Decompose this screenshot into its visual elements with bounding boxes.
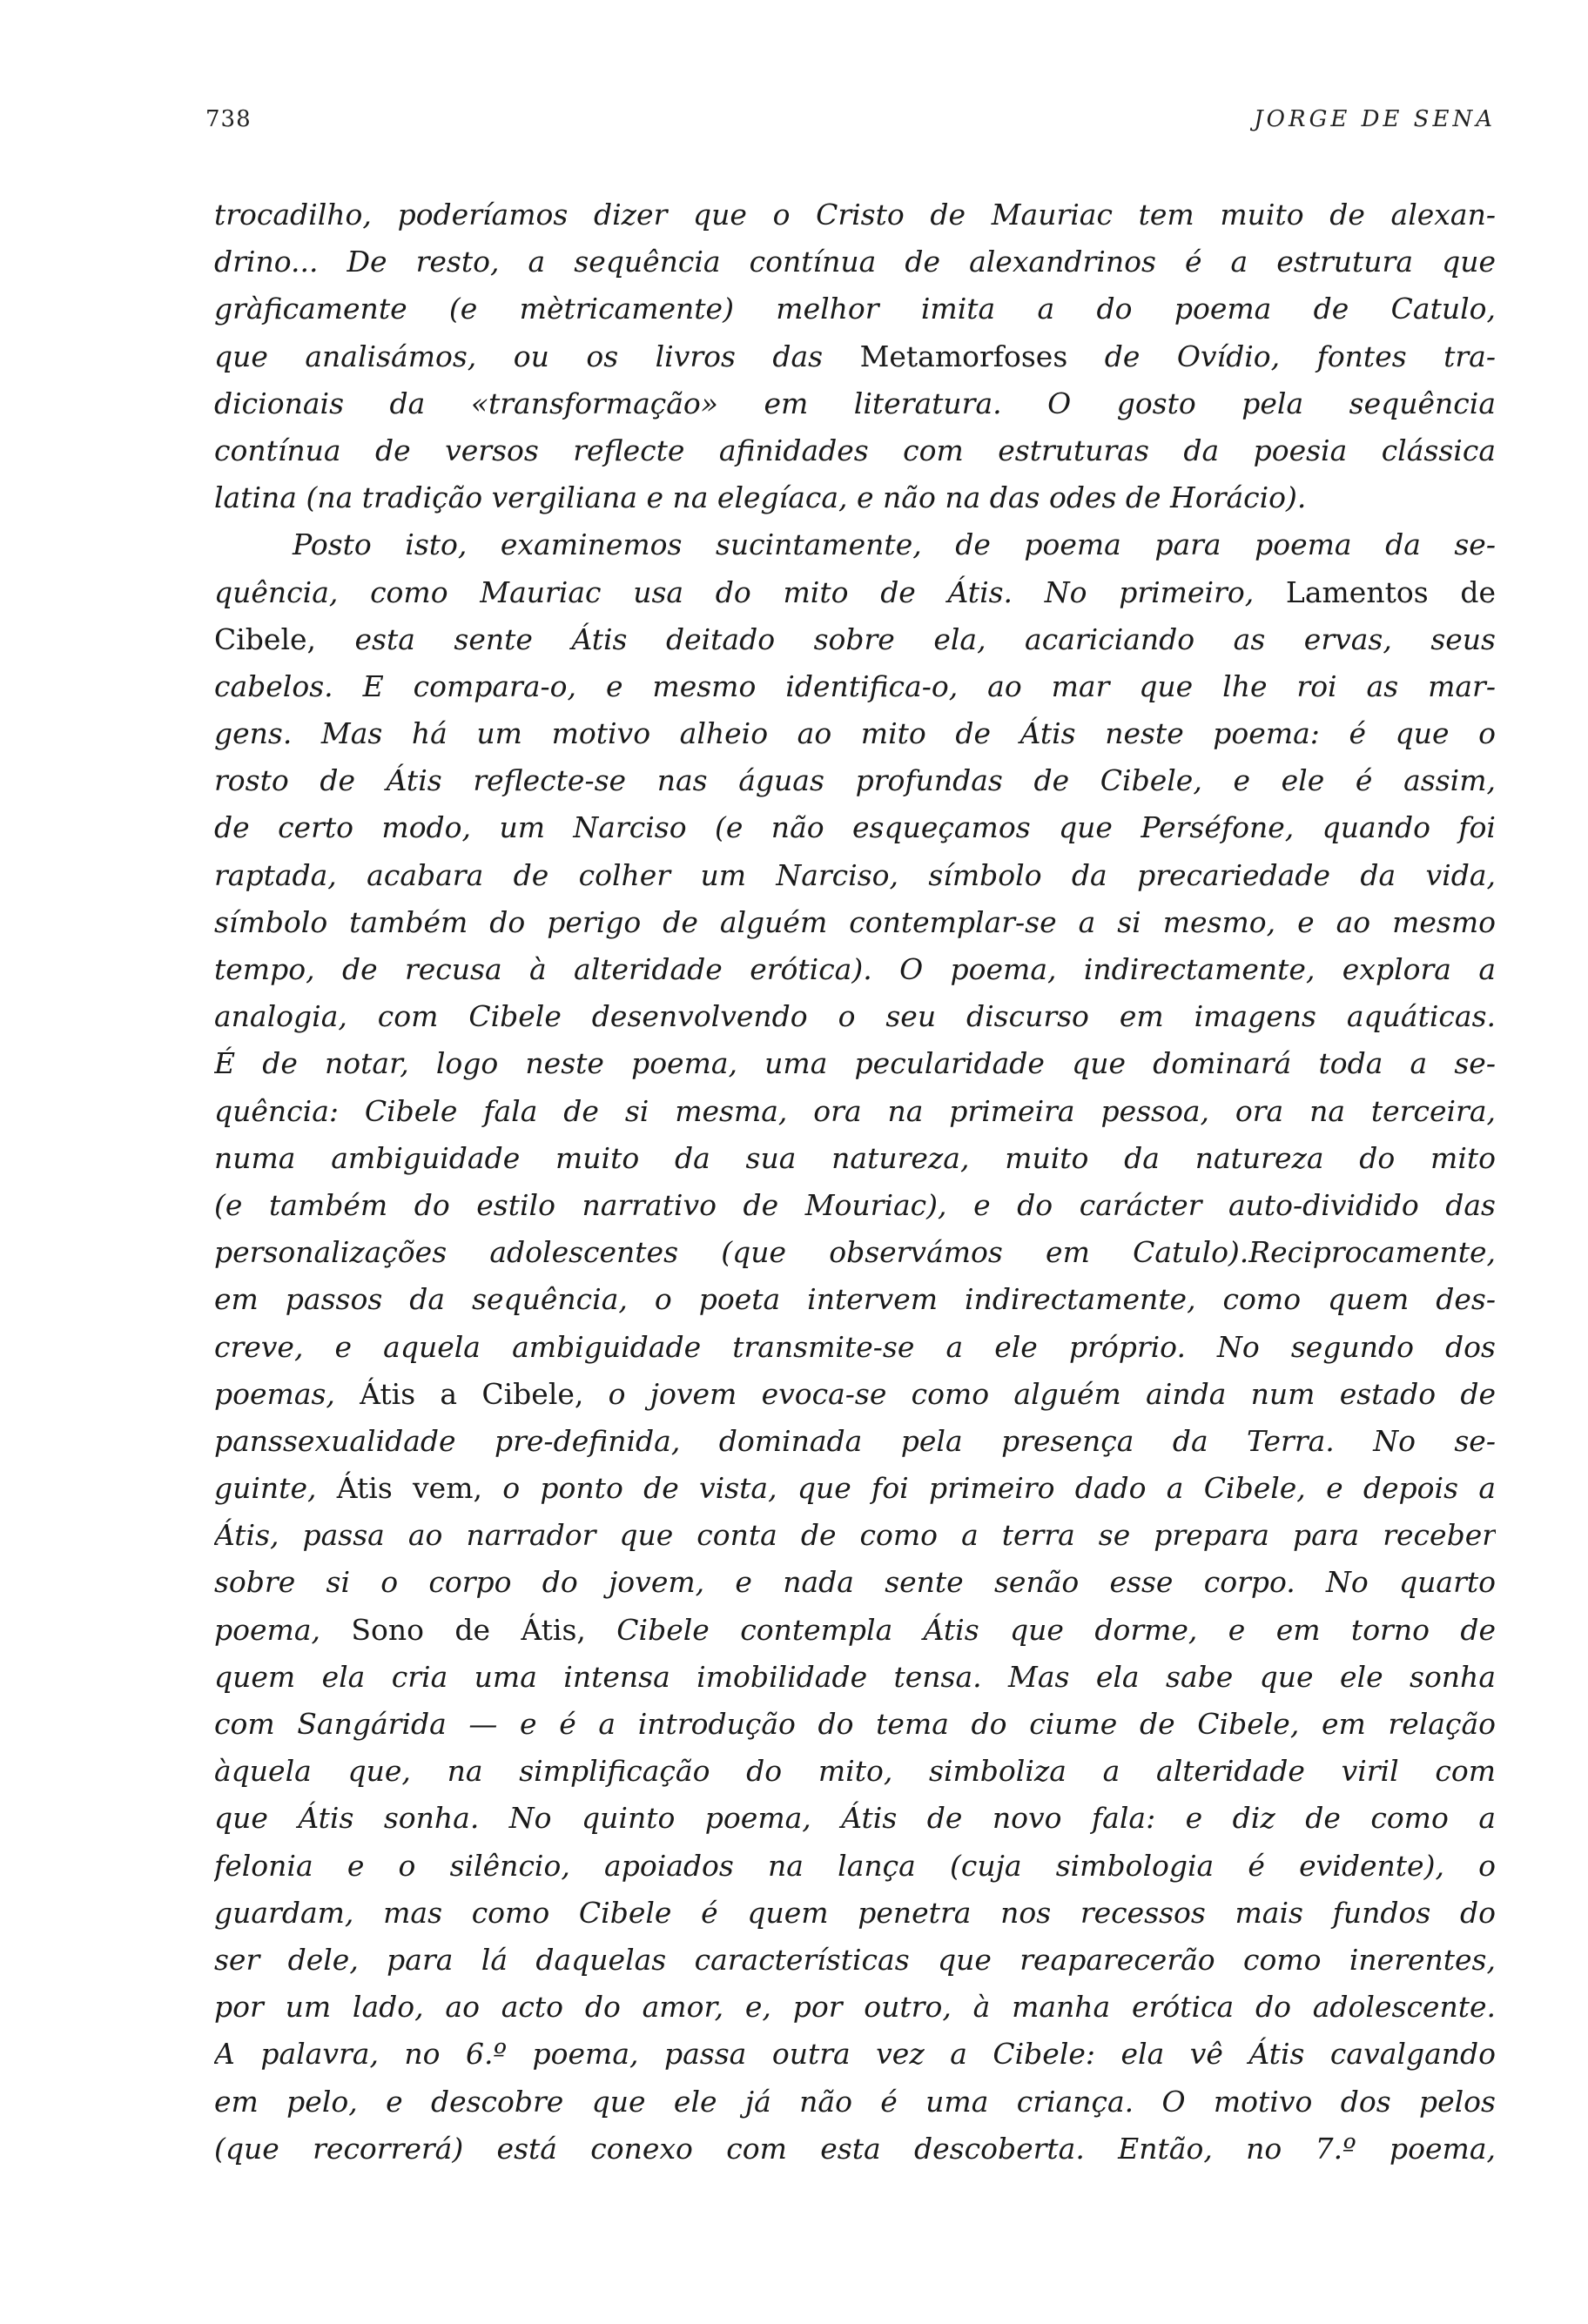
text-line (214, 569, 1496, 616)
text-line (214, 1088, 1496, 1135)
text-segment: àquela que, na simplificação do mito, simboliza a alteridade viril com (214, 1754, 1496, 1789)
text-line (214, 1701, 1496, 1748)
text-segment: com Sangárida — e é a introdução do tema do ciume de Cibele, em relação (214, 1707, 1496, 1741)
text-segment: contínua de versos reflecte afinidades com estruturas da poesia clássica (214, 433, 1496, 467)
text-segment: tempo, de recusa à alteridade erótica). O poema, indirectamente, explora a (214, 952, 1496, 986)
work-title: Átis a Cibele, (360, 1376, 584, 1411)
page-number: 738 (205, 106, 252, 132)
text-segment: quência: Cibele fala de si mesma, ora na primeira pessoa, ora na terceira, (214, 1093, 1496, 1128)
text-line (214, 333, 1496, 380)
text-segment: analogia, com Cibele desenvolvendo o seu discurso em imagens aquáticas. (214, 999, 1496, 1034)
text-line (214, 804, 1496, 851)
text-segment: raptada, acabara de colher um Narciso, símbolo da precariedade da vida, (214, 857, 1496, 892)
text-segment: dicionais da «transformação» em literatura. O gosto pela sequência (214, 386, 1496, 420)
work-title: Átis vem, (336, 1471, 482, 1506)
text-line (214, 757, 1496, 804)
text-segment: creve, e aquela ambiguidade transmite-se a ele próprio. No segundo dos (214, 1329, 1496, 1364)
text-line (214, 710, 1496, 757)
text-segment: guardam, mas como Cibele é quem penetra nos recessos mais fundos do (214, 1895, 1496, 1930)
text-line (214, 1843, 1496, 1890)
text-line (214, 852, 1496, 899)
text-segment: de certo modo, um Narciso (e não esqueçamos que Perséfone, quando foi (214, 810, 1496, 845)
text-line (214, 1654, 1496, 1701)
text-segment: trocadilho, poderíamos dizer que o Cristo de Mauriac tem muito de alexan- (214, 198, 1496, 232)
running-head: JORGE DE SENA (1254, 106, 1496, 132)
text-line (214, 1984, 1496, 2031)
text-line (214, 1512, 1496, 1559)
text-line (214, 1371, 1496, 1418)
text-line (214, 2126, 1496, 2173)
text-segment: o ponto de vista, que foi primeiro dado a Cibele, e depois a (482, 1471, 1496, 1506)
text-segment: em pelo, e descobre que ele já não é uma criança. O motivo dos pelos (214, 2084, 1496, 2119)
text-segment: quem ela cria uma intensa imobilidade tensa. Mas ela sabe que ele sonha (214, 1659, 1496, 1694)
text-line (214, 616, 1496, 663)
text-segment: que analisámos, ou os livros das (214, 339, 860, 373)
body-text (214, 191, 1496, 2173)
text-segment: o jovem evoca-se como alguém ainda num estado de (583, 1376, 1496, 1411)
text-segment: personalizações adolescentes (que observámos em Catulo).Reciprocamente, (214, 1235, 1496, 1270)
text-line (214, 1040, 1496, 1087)
text-line (214, 2079, 1496, 2126)
text-line (214, 1276, 1496, 1323)
text-segment: (e também do estilo narrativo de Mouriac), e do carácter auto-dividido das (214, 1187, 1496, 1222)
text-line (214, 1890, 1496, 1937)
text-segment: gens. Mas há um motivo alheio ao mito de Átis neste poema: é que o (214, 716, 1496, 751)
text-line (214, 1795, 1496, 1842)
text-line (214, 521, 1496, 568)
text-line (214, 427, 1496, 474)
text-segment: ser dele, para lá daquelas características que reaparecerão como inerentes, (214, 1942, 1496, 1977)
page-header (205, 106, 1496, 141)
text-line (214, 2031, 1496, 2078)
text-segment: Posto isto, examinemos sucintamente, de poema para poema da se- (293, 527, 1496, 562)
text-line (214, 663, 1496, 710)
text-segment: guinte, (214, 1471, 337, 1506)
text-segment: quência, como Mauriac usa do mito de Átis. No primeiro, (214, 574, 1286, 609)
text-line (214, 285, 1496, 332)
text-line (214, 191, 1496, 238)
text-segment: por um lado, ao acto do amor, e, por outro, à manha erótica do adolescente. (214, 1990, 1496, 2025)
text-line (214, 1324, 1496, 1371)
work-title: Lamentos de (1285, 574, 1496, 609)
text-segment: em passos da sequência, o poeta intervem indirectamente, como quem des- (214, 1282, 1496, 1317)
work-title: Sono de Átis, (351, 1612, 586, 1647)
text-segment: panssexualidade pre-definida, dominada pela presença da Terra. No se- (214, 1423, 1496, 1458)
text-segment: Cibele contempla Átis que dorme, e em torno de (585, 1612, 1496, 1647)
text-line (214, 1559, 1496, 1606)
text-segment: sobre si o corpo do jovem, e nada sente senão esse corpo. No quarto (214, 1565, 1496, 1600)
text-line (214, 1607, 1496, 1654)
text-segment: rosto de Átis reflecte-se nas águas profundas de Cibele, e ele é assim, (214, 763, 1496, 798)
work-title: Metamorfoses (859, 339, 1068, 373)
text-line (214, 1465, 1496, 1512)
text-segment: É de notar, logo neste poema, uma pecularidade que dominará toda a se- (214, 1046, 1496, 1081)
text-line (214, 380, 1496, 427)
text-segment: poema, (214, 1612, 352, 1647)
text-segment: drino... De resto, a sequência contínua de alexandrinos é a estrutura que (214, 245, 1496, 279)
text-segment: (que recorrerá) está conexo com esta descoberta. Então, no 7.º poema, (214, 2131, 1496, 2166)
text-line (214, 1937, 1496, 1984)
text-segment: esta sente Átis deitado sobre ela, acariciando as ervas, seus (316, 621, 1496, 656)
text-line (214, 946, 1496, 993)
text-line (214, 1135, 1496, 1182)
text-segment: felonia e o silêncio, apoiados na lança (cuja simbologia é evidente), o (214, 1848, 1496, 1883)
text-line (214, 1182, 1496, 1229)
text-line (214, 993, 1496, 1040)
text-line (214, 899, 1496, 946)
text-segment: A palavra, no 6.º poema, passa outra vez a Cibele: ela vê Átis cavalgando (214, 2037, 1496, 2072)
work-title: Cibele, (214, 621, 317, 656)
text-segment: poemas, (214, 1376, 360, 1411)
text-segment: numa ambiguidade muito da sua natureza, muito da natureza do mito (214, 1140, 1496, 1175)
text-segment: Átis, passa ao narrador que conta de como a terra se prepara para receber (214, 1518, 1496, 1553)
text-segment: que Átis sonha. No quinto poema, Átis de novo fala: e diz de como a (214, 1801, 1496, 1836)
text-line (214, 238, 1496, 285)
text-segment: gràficamente (e mètricamente) melhor imita a do poema de Catulo, (214, 292, 1496, 326)
text-line (214, 474, 1496, 521)
text-line (214, 1229, 1496, 1276)
text-line (214, 1748, 1496, 1795)
text-segment: latina (na tradição vergiliana e na elegíaca, e não na das odes de Horácio). (214, 480, 1307, 515)
text-segment: cabelos. E compara-o, e mesmo identifica-o, ao mar que lhe roi as mar- (214, 668, 1496, 703)
text-segment: símbolo também do perigo de alguém contemplar-se a si mesmo, e ao mesmo (214, 904, 1496, 939)
text-line (214, 1418, 1496, 1465)
text-segment: de Ovídio, fontes tra- (1067, 339, 1496, 373)
